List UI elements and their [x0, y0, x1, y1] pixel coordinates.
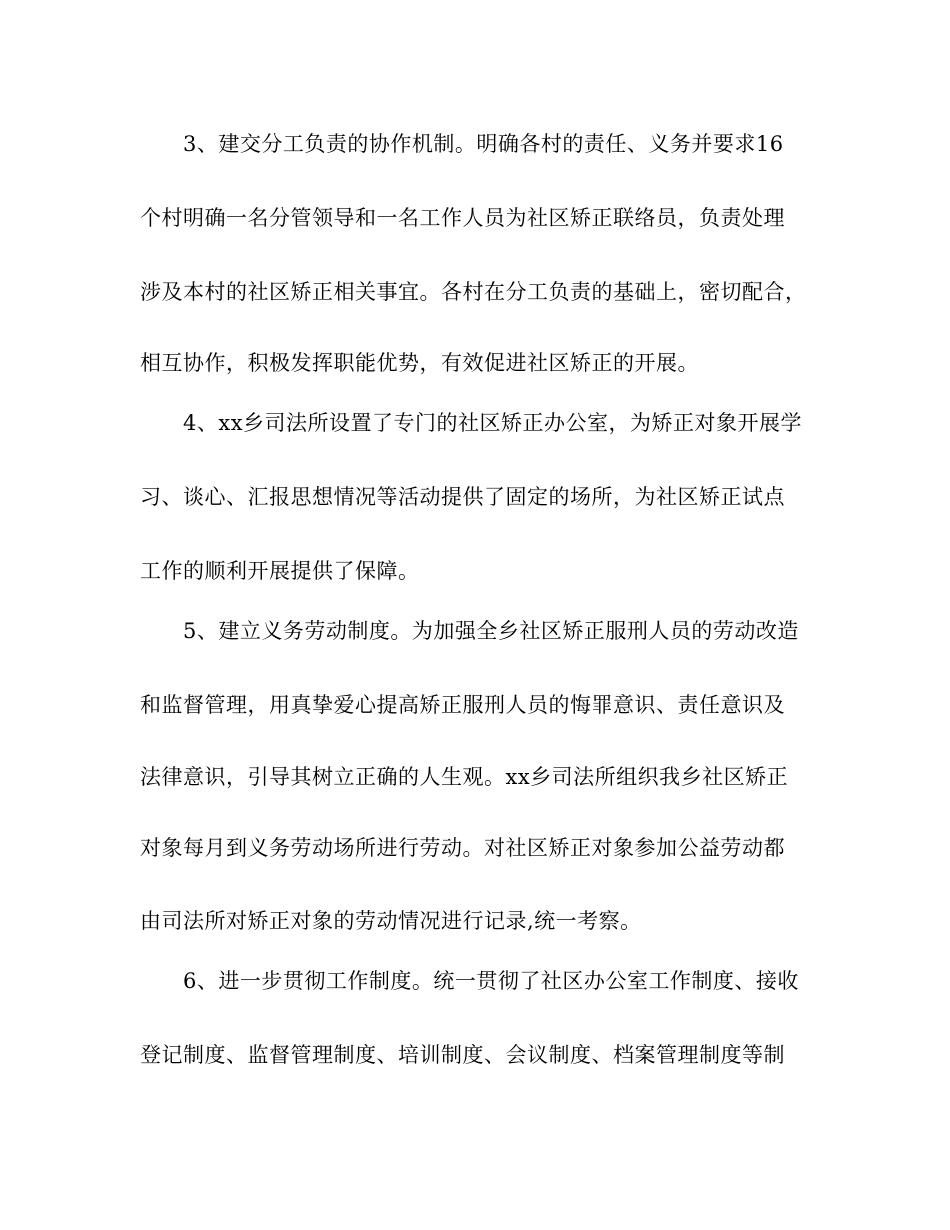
paragraph-3-line-1: 3、建交分工负责的协作机制。明确各村的责任、义务并要求16 — [183, 132, 784, 156]
paragraph-3-line-4: 相互协作，积极发挥职能优势，有效促进社区矫正的开展。 — [140, 351, 699, 375]
paragraph-6-line-1: 6、进一步贯彻工作制度。统一贯彻了社区办公室工作制度、接收 — [183, 969, 799, 993]
paragraph-5-line-3: 法律意识，引导其树立正确的人生观。xx乡司法所组织我乡社区矫正 — [140, 765, 789, 789]
paragraph-5-line-2: 和监督管理，用真挚爱心提高矫正服刑人员的悔罪意识、责任意识及 — [140, 693, 785, 717]
paragraph-5-line-4: 对象每月到义务劳动场所进行劳动。对社区矫正对象参加公益劳动都 — [140, 836, 785, 860]
paragraph-4-line-2: 习、谈心、汇报思想情况等活动提供了固定的场所，为社区矫正试点 — [140, 485, 785, 509]
paragraph-5-line-5: 由司法所对矫正对象的劳动情况进行记录,统一考察。 — [140, 909, 642, 933]
paragraph-4-line-1: 4、xx乡司法所设置了专门的社区矫正办公室，为矫正对象开展学 — [183, 411, 803, 435]
paragraph-4-line-3: 工作的顺利开展提供了保障。 — [140, 559, 420, 583]
paragraph-3-line-2: 个村明确一名分管领导和一名工作人员为社区矫正联络员，负责处理 — [140, 206, 785, 230]
paragraph-6-line-2: 登记制度、监督管理制度、培训制度、会议制度、档案管理制度等制 — [140, 1043, 785, 1067]
paragraph-5-line-1: 5、建立义务劳动制度。为加强全乡社区矫正服刑人员的劳动改造 — [183, 619, 799, 643]
paragraph-3-line-3: 涉及本村的社区矫正相关事宜。各村在分工负责的基础上，密切配合， — [140, 280, 807, 304]
